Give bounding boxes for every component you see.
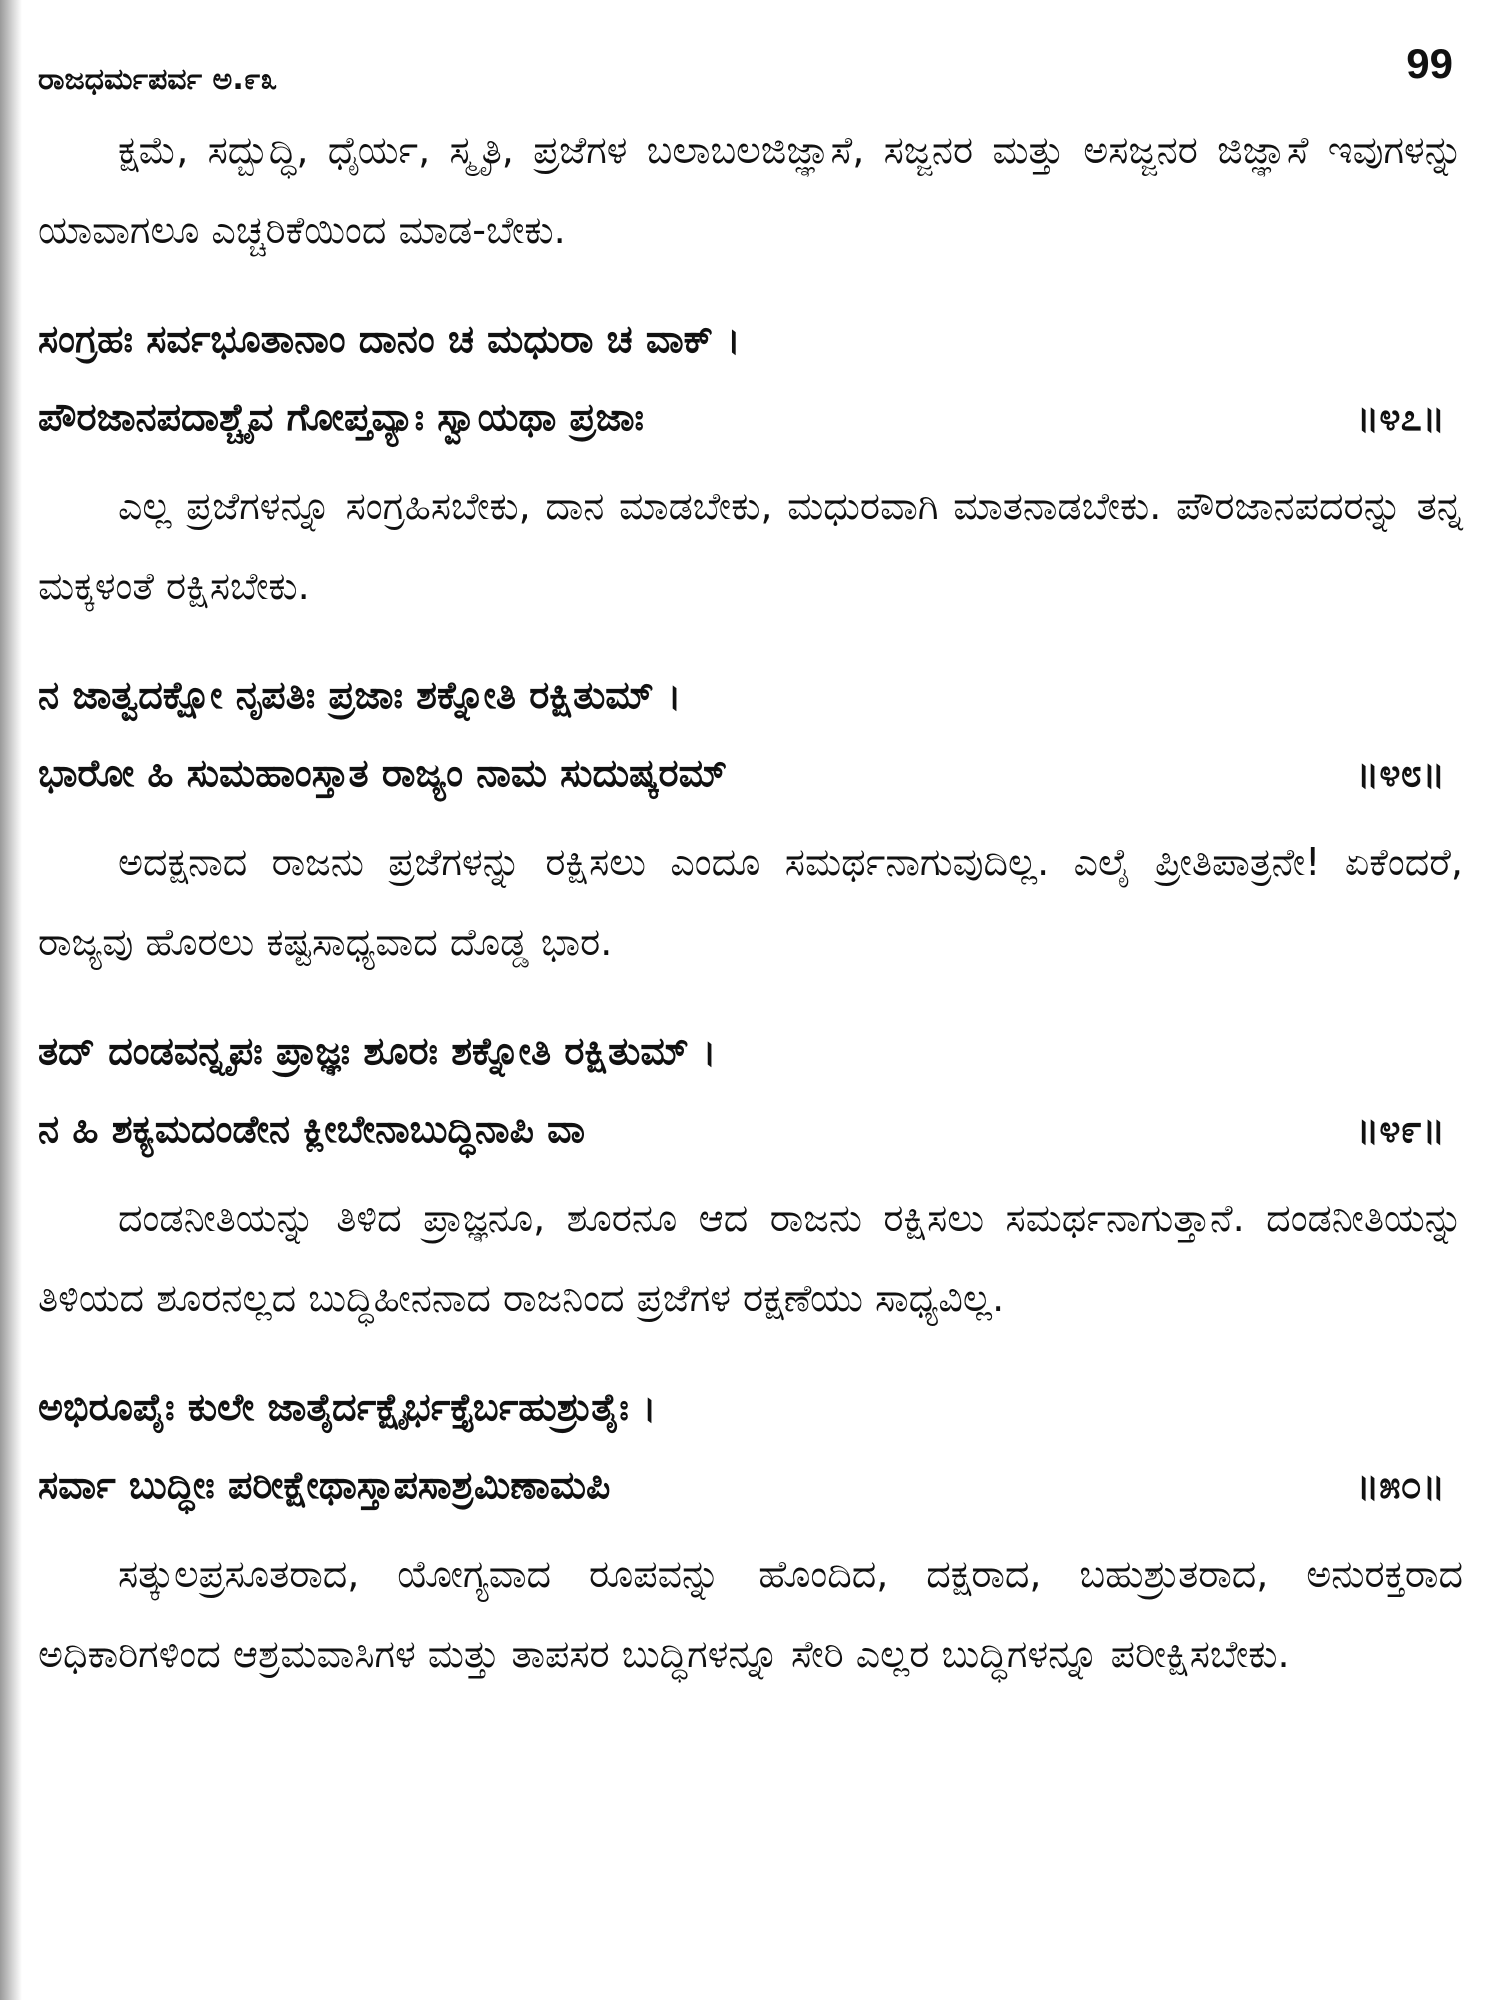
verse-line [38,1368,1463,1446]
verse-block [38,1368,1463,1524]
verse-text: ಪೌರಜಾನಪದಾಶ್ಚೈವ ಗೋಪ್ತವ್ಯಾಃ ಸ್ವಾಯಥಾ ಪ್ರಜಾಃ [38,395,645,439]
verse-block [38,1012,1463,1168]
verse-number: ॥೪೮॥ [1356,751,1445,795]
verse-number: ॥೪೭॥ [1356,395,1445,439]
commentary-paragraph: ಎಲ್ಲ ಪ್ರಜೆಗಳನ್ನೂ ಸಂಗ್ರಹಿಸಬೇಕು, ದಾನ ಮಾಡಬೇಕು, ಮಧುರವಾಗಿ ಮಾತನಾಡಬೇಕು. ಪೌರಜಾನಪದರನ್ನು ತನ್ನ ಮಕ್ಕಳಂತೆ ರಕ್ಷಿಸಬೇಕು. [38,484,1463,608]
verse-text: ಸರ್ವಾ ಬುದ್ಧೀಃ ಪರೀಕ್ಷೇಥಾಸ್ತಾಪಸಾಶ್ರಮಿಣಾಮಪಿ [38,1463,611,1507]
verse-number: ॥೪೯॥ [1356,1107,1445,1151]
verse-line [38,656,1463,734]
page-number: 99 [1406,40,1453,87]
verse-line [38,300,1463,378]
running-head: ರಾಜಧರ್ಮಪರ್ವ ಅ.೯೩ [38,62,278,97]
verse-block [38,656,1463,812]
commentary-paragraph: ಸತ್ಕುಲಪ್ರಸೂತರಾದ, ಯೋಗ್ಯವಾದ ರೂಪವನ್ನು ಹೊಂದಿದ, ದಕ್ಷರಾದ, ಬಹುಶ್ರುತರಾದ, ಅನುರಕ್ತರಾದ ಅಧಿಕಾರಿಗಳಿಂದ ಆಶ್ರಮವಾಸಿಗಳ ಮತ್ತು ತಾಪಸರ ಬುದ್ಧಿಗಳನ್ನೂ ಸೇರಿ ಎಲ್ಲರ ಬುದ್ಧಿಗಳನ್ನೂ ಪರೀಕ್ಷಿಸಬೇಕು. [38,1552,1463,1676]
commentary-paragraph: ಅದಕ್ಷನಾದ ರಾಜನು ಪ್ರಜೆಗಳನ್ನು ರಕ್ಷಿಸಲು ಎಂದೂ ಸಮರ್ಥನಾಗುವುದಿಲ್ಲ. ಎಲೈ ಪ್ರೀತಿಪಾತ್ರನೇ! ಏಕೆಂದರೆ, ರಾಜ್ಯವು ಹೊರಲು ಕಷ್ಟಸಾಧ್ಯವಾದ ದೊಡ್ಡ ಭಾರ. [38,840,1463,964]
verse-line [38,378,1463,456]
verse-text: ಭಾರೋ ಹಿ ಸುಮಹಾಂಸ್ತಾತ ರಾಜ್ಯಂ ನಾಮ ಸುದುಷ್ಕರಮ್ [38,751,728,795]
verse-text: ನ ಹಿ ಶಕ್ಯಮದಂಡೇನ ಕ್ಲೀಬೇನಾಬುದ್ಧಿನಾಪಿ ವಾ [38,1107,585,1151]
verse-text: ತದ್ ದಂಡವನ್ನೃಪಃ ಪ್ರಾಜ್ಞಃ ಶೂರಃ ಶಕ್ನೋತಿ ರಕ್ಷಿತುಮ್ । [38,1029,717,1073]
verse-text: ನ ಜಾತ್ವದಕ್ಷೋ ನೃಪತಿಃ ಪ್ರಜಾಃ ಶಕ್ನೋತಿ ರಕ್ಷಿತುಮ್ । [38,673,682,717]
commentary-paragraph: ಕ್ಷಮೆ, ಸದ್ಬುದ್ಧಿ, ಧೈರ್ಯ, ಸ್ಮೃತಿ, ಪ್ರಜೆಗಳ ಬಲಾಬಲಜಿಜ್ಞಾಸೆ, ಸಜ್ಜನರ ಮತ್ತು ಅಸಜ್ಜನರ ಜಿಜ್ಞಾಸೆ ಇವುಗಳನ್ನು ಯಾವಾಗಲೂ ಎಚ್ಚರಿಕೆಯಿಂದ ಮಾಡ-ಬೇಕು. [38,128,1463,252]
verse-line [38,1012,1463,1090]
verse-line [38,734,1463,812]
verse-number: ॥೫೦॥ [1356,1463,1445,1507]
binding-shadow [0,0,22,2000]
verse-line [38,1446,1463,1524]
verse-line [38,1090,1463,1168]
commentary-paragraph: ದಂಡನೀತಿಯನ್ನು ತಿಳಿದ ಪ್ರಾಜ್ಞನೂ, ಶೂರನೂ ಆದ ರಾಜನು ರಕ್ಷಿಸಲು ಸಮರ್ಥನಾಗುತ್ತಾನೆ. ದಂಡನೀತಿಯನ್ನು ತಿಳಿಯದ ಶೂರನಲ್ಲದ ಬುದ್ಧಿಹೀನನಾದ ರಾಜನಿಂದ ಪ್ರಜೆಗಳ ರಕ್ಷಣೆಯು ಸಾಧ್ಯವಿಲ್ಲ. [38,1196,1463,1320]
book-page [38,40,1463,1694]
verse-text: ಸಂಗ್ರಹಃ ಸರ್ವಭೂತಾನಾಂ ದಾನಂ ಚ ಮಧುರಾ ಚ ವಾಕ್ । [38,317,741,361]
verse-block [38,300,1463,456]
page-header [38,40,1463,110]
verse-text: ಅಭಿರೂಪೈಃ ಕುಲೇ ಜಾತೈರ್ದಕ್ಷೈರ್ಭಕ್ತೈರ್ಬಹುಶ್ರುತೈಃ । [38,1385,657,1429]
